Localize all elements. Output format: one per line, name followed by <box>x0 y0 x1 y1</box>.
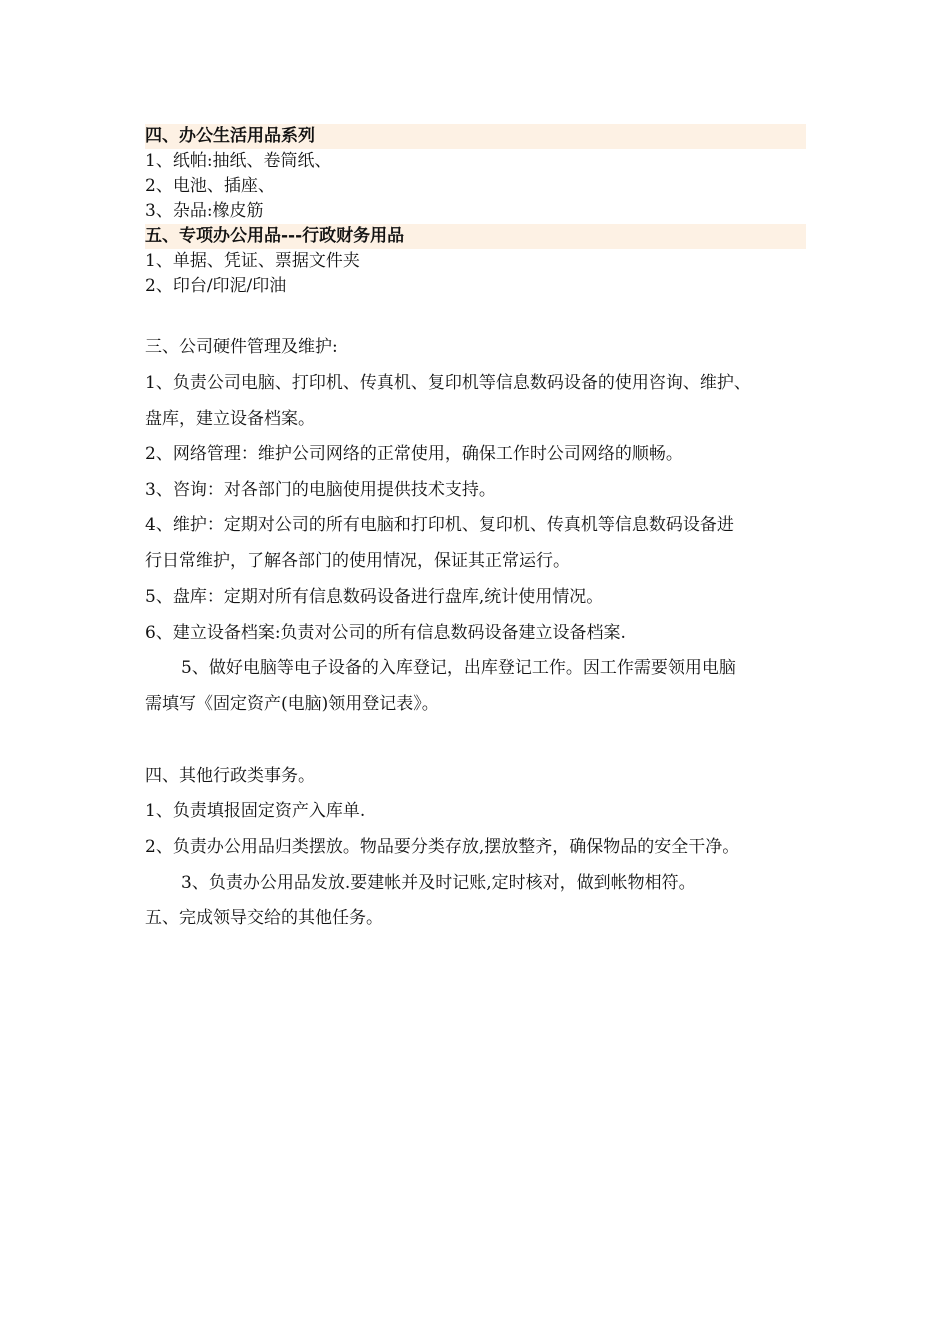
supplies-item: 1、纸帕:抽纸、卷筒纸、 <box>145 151 332 171</box>
hardware-item: 3、咨询：对各部门的电脑使用提供技术支持。 <box>145 480 496 500</box>
hardware-item: 盘库，建立设备档案。 <box>145 409 315 429</box>
supplies-heading-special: 五、专项办公用品---行政财务用品 <box>145 224 806 249</box>
hardware-item: 5、做好电脑等电子设备的入库登记，出库登记工作。因工作需要领用电脑 <box>181 658 736 678</box>
hardware-item: 1、负责公司电脑、打印机、传真机、复印机等信息数码设备的使用咨询、维护、 <box>145 373 751 393</box>
hardware-item: 行日常维护，了解各部门的使用情况，保证其正常运行。 <box>145 551 570 571</box>
hardware-item: 6、建立设备档案:负责对公司的所有信息数码设备建立设备档案. <box>145 623 626 643</box>
admin-item: 2、负责办公用品归类摆放。物品要分类存放,摆放整齐，确保物品的安全干净。 <box>145 837 740 857</box>
hardware-item: 5、盘库：定期对所有信息数码设备进行盘库,统计使用情况。 <box>145 587 604 607</box>
supplies-list <box>145 124 806 299</box>
hardware-item: 2、网络管理：维护公司网络的正常使用，确保工作时公司网络的顺畅。 <box>145 444 683 464</box>
supplies-heading-daily: 四、办公生活用品系列 <box>145 124 806 149</box>
hardware-item: 4、维护：定期对公司的所有电脑和打印机、复印机、传真机等信息数码设备进 <box>145 515 734 535</box>
admin-title: 四、其他行政类事务。 <box>145 766 315 786</box>
hardware-item: 需填写《固定资产(电脑)领用登记表》。 <box>145 694 439 714</box>
supplies-item: 2、电池、插座、 <box>145 176 275 196</box>
admin-item: 1、负责填报固定资产入库单. <box>145 801 366 821</box>
supplies-item: 2、印台/印泥/印油 <box>145 276 287 296</box>
admin-item: 3、负责办公用品发放.要建帐并及时记账,定时核对，做到帐物相符。 <box>181 873 696 893</box>
hardware-title: 三、公司硬件管理及维护: <box>145 337 338 357</box>
closing-title: 五、完成领导交给的其他任务。 <box>145 908 383 928</box>
supplies-item: 3、杂品:橡皮筋 <box>145 201 264 221</box>
supplies-item: 1、单据、凭证、票据文件夹 <box>145 251 360 271</box>
